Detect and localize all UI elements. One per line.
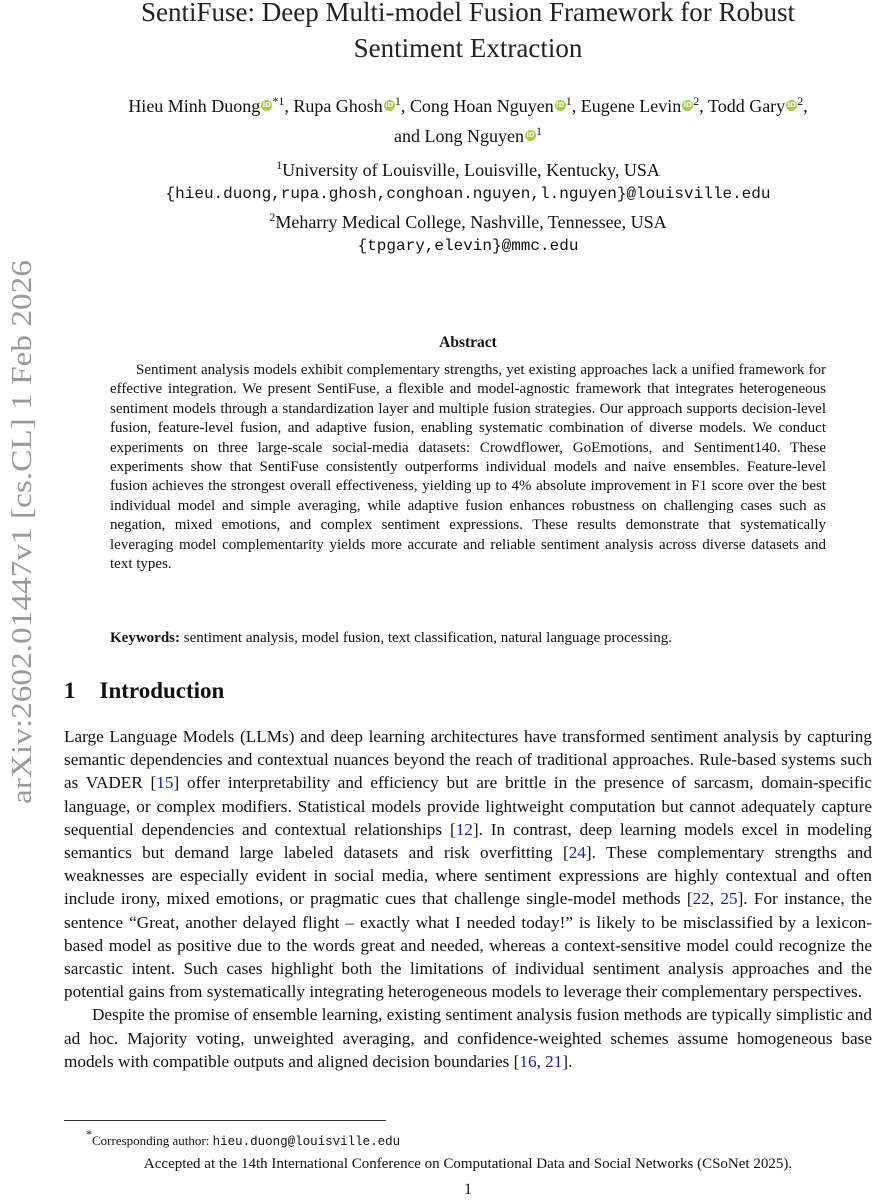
- orcid-icon[interactable]: iD: [556, 101, 565, 109]
- section-number: 1: [64, 678, 76, 703]
- and-word: and: [394, 126, 420, 146]
- arxiv-side-stamp: [0, 258, 40, 806]
- author-name: Hieu Minh Duong: [128, 96, 261, 116]
- author-affil-sup: 1: [565, 94, 572, 108]
- orcid-icon[interactable]: iD: [787, 101, 796, 109]
- author-affil-sup: 2: [797, 94, 804, 108]
- orcid-icon[interactable]: iD: [262, 101, 271, 109]
- author-line-1: Hieu Minh Duong $iD^{*1}$, Rupa Ghosh $iD^1$, Cong Hoan Nguyen $iD^1$, Eugene Levin $iD^2$, Todd Gary $iD^2$,: [128, 94, 808, 116]
- affiliation-sup: 1: [276, 158, 283, 172]
- abstract-text: Sentiment analysis models exhibit complementary strengths, yet existing approaches lack a unified framework for effective integration. We present SentiFuse, a flexible and model-agnostic framework that integrates heterogeneous sentiment models through a standardization layer and multiple fusion strategies. Our approach supports decision-level fusion, feature-level fusion, and adaptive fusion, enabling systematic combination of diverse models. We conduct experiments on three large-scale social-media datasets: Crowdflower, GoEmotions, and Sentiment140. These experiments show that SentiFuse consistently outperforms individual models and naive ensembles. Feature-level fusion achieves the strongest overall effectiveness, yielding up to 4% absolute improvement in F1 score over the best individual model and simple averaging, while adaptive fusion enhances robustness on challenging cases such as negation, mixed emotions, and complex sentiment expressions. These results demonstrate that systematically leveraging model complementarity yields more accurate and reliable sentiment analysis across diverse datasets and text types.: [110, 362, 826, 573]
- abstract-heading: Abstract: [439, 334, 497, 351]
- orcid-icon[interactable]: iD: [526, 131, 535, 139]
- author-name: Eugene Levin: [580, 96, 682, 116]
- author-affil-sup: 2: [693, 94, 700, 108]
- footnote: [64, 1126, 400, 1150]
- affiliation-sup: 2: [269, 210, 276, 224]
- citation-link[interactable]: 21: [545, 1051, 563, 1071]
- orcid-icon[interactable]: iD: [385, 101, 394, 109]
- keywords: [110, 628, 826, 648]
- introduction-body: [64, 725, 872, 1073]
- affiliation-2: $^2$Meharry Medical College, Nashville, Tennessee, USA: [269, 210, 667, 232]
- author-name: Long Nguyen: [424, 126, 524, 146]
- keywords-label: Keywords:: [110, 630, 180, 646]
- intro-paragraph-1: Large Language Models (LLMs) and deep learning architectures have transformed sentiment analysis by capturing semantic dependencies and contextual nuances beyond the reach of traditional approaches. Rule-based systems such as VADER [15] offer interpretability and efficiency but are brittle in the presence of sarcasm, domain-specific language, or complex modifiers. Statistical models provide lightweight computation but cannot adequately capture sequential dependencies and contextual relationships [12]. In contrast, deep learning models excel in modeling semantics but demand large labeled datasets and risk overfitting [24]. These complementary strengths and weaknesses are especially evident in social media, where sentiment expressions are highly contextual and often include irony, mixed emotions, or pragmatic cues that challenge single-model methods [22, 25]. For instance, the sentence “Great, another delayed flight – exactly what I needed today!” is likely to be misclassified by a lexicon-based model as positive due to the words great and needed, whereas a context-sensitive model could recognize the sarcastic intent. Such cases highlight both the limitations of individual sentiment analysis approaches and the potential gains from systematically integrating heterogeneous models to leverage their complementary perspectives.: [64, 727, 872, 1002]
- affiliation-1: $^1$University of Louisville, Louisville, Kentucky, USA: [276, 158, 660, 180]
- footnote-label: Corresponding author:: [92, 1133, 213, 1148]
- intro-paragraph-2: Despite the promise of ensemble learning, existing sentiment analysis fusion methods are typically simplistic and ad hoc. Majority voting, unweighted averaging, and confidence-weighted schemes assume homogeneous base models with compatible outputs and aligned decision boundaries [16, 21].: [64, 1005, 872, 1071]
- section-heading: [64, 678, 224, 704]
- footnote-rule: [64, 1120, 386, 1121]
- affiliations: [64, 154, 872, 258]
- footnote-marker: *: [86, 1127, 92, 1141]
- author-name: Todd Gary: [707, 96, 786, 116]
- footnote-email[interactable]: hieu.duong@louisville.edu: [212, 1135, 401, 1149]
- author-line-2: [64, 119, 872, 149]
- author-name: Cong Hoan Nguyen: [409, 96, 554, 116]
- affiliation-2-emails: {tpgary,elevin}@mmc.edu: [357, 236, 579, 255]
- citation-link[interactable]: 25: [720, 889, 738, 909]
- paper-title: [64, 0, 872, 66]
- author-affil-sup: *1: [272, 94, 285, 108]
- affiliation-1-emails: {hieu.duong,rupa.ghosh,conghoan.nguyen,l.nguyen}@louisville.edu: [165, 184, 771, 203]
- acceptance-note: Accepted at the 14th International Conference on Computational Data and Social Networks (CSoNet 2025).: [143, 1156, 793, 1172]
- citation-link[interactable]: 22: [692, 889, 710, 909]
- keywords-text: sentiment analysis, model fusion, text classification, natural language processing.: [183, 630, 672, 646]
- citation-link[interactable]: 12: [455, 819, 473, 839]
- author-affil-sup: 1: [394, 94, 401, 108]
- citation-link[interactable]: 24: [568, 843, 586, 863]
- title-line-1: SentiFuse: Deep Multi-model Fusion Framework for Robust: [141, 0, 795, 27]
- author-list: [64, 89, 872, 149]
- author-name: Rupa Ghosh: [293, 96, 383, 116]
- orcid-icon[interactable]: iD: [683, 101, 692, 109]
- section-title: Introduction: [99, 678, 225, 703]
- author-affil-sup: 1: [535, 124, 542, 138]
- page-number: 1: [464, 1181, 472, 1198]
- arxiv-identifier-text: arXiv:2602.01447v1 [cs.CL] 1 Feb 2026: [6, 330, 38, 804]
- citation-link[interactable]: 15: [156, 773, 174, 793]
- title-line-2: Sentiment Extraction: [353, 33, 583, 63]
- citation-link[interactable]: 16: [519, 1051, 537, 1071]
